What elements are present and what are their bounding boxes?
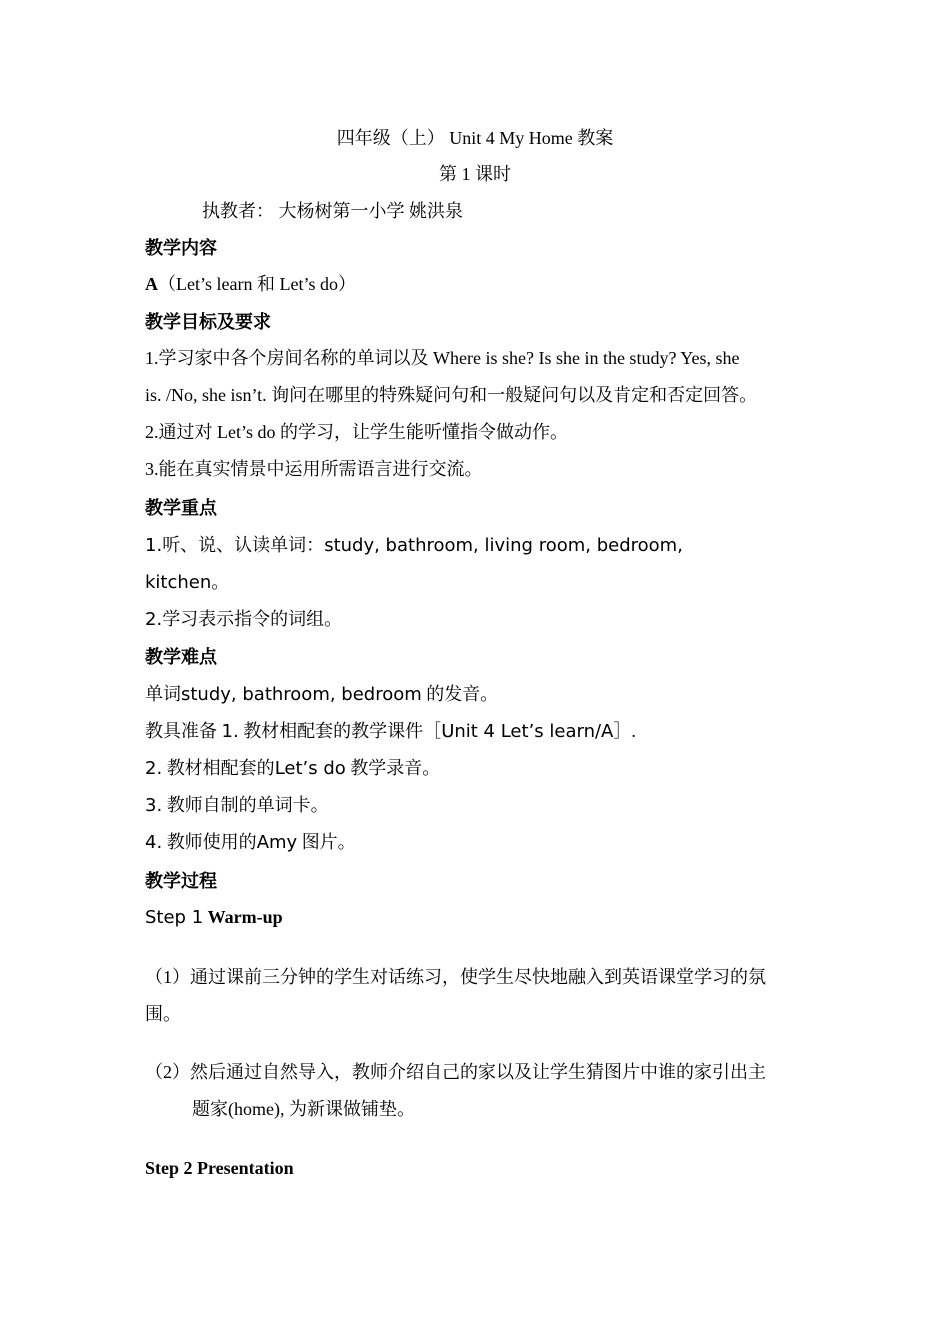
material-1-end: ］. bbox=[613, 721, 636, 741]
material-2-text-b: 教学录音。 bbox=[350, 758, 441, 778]
material-2-text-a: 教材相配套的 bbox=[166, 758, 275, 778]
step-1-paragraph-1-line-2: 围。 bbox=[145, 1004, 181, 1024]
step-1-paragraph-2-line-1: （2）然后通过自然导入，教师介绍自己的家以及让学生猜图片中谁的家引出主 bbox=[145, 1062, 766, 1082]
difficulty-line bbox=[145, 682, 498, 707]
material-label: 教具准备 bbox=[145, 721, 217, 741]
teacher-line: 执教者： 大杨树第一小学 姚洪泉 bbox=[202, 201, 463, 221]
material-1-unit: Unit 4 Let’s learn/A bbox=[441, 721, 614, 742]
keypoint-1-text: 听、说、认读单词： bbox=[162, 535, 325, 555]
section-objectives-heading: 教学目标及要求 bbox=[145, 312, 271, 332]
step-1-paragraph-2-line-2: 题家(home), 为新课做铺垫。 bbox=[192, 1099, 415, 1119]
keypoint-1-number: 1. bbox=[145, 535, 163, 556]
keypoint-2 bbox=[145, 607, 342, 632]
material-1-text: 教材相配套的教学课件［ bbox=[243, 721, 442, 741]
step-1-label: Step 1 bbox=[145, 907, 204, 928]
section-content-heading: 教学内容 bbox=[145, 238, 217, 258]
keypoint-1-end: 。 bbox=[211, 572, 230, 592]
difficulty-pre: 单词 bbox=[145, 684, 181, 704]
section-difficulties-heading: 教学难点 bbox=[145, 647, 217, 667]
objective-2: 2.通过对 Let’s do 的学习，让学生能听懂指令做动作。 bbox=[145, 422, 568, 442]
keypoint-1-words: study, bathroom, living room, bedroom, bbox=[324, 535, 683, 556]
material-4 bbox=[145, 830, 356, 855]
material-1-number: 1. bbox=[221, 721, 239, 742]
step-2-heading: Step 2 Presentation bbox=[145, 1158, 294, 1178]
objective-1-line-2: is. /No, she isn’t. 询问在哪里的特殊疑问句和一般疑问句以及肯定和否定回答。 bbox=[145, 385, 758, 405]
content-a-label: A bbox=[145, 274, 158, 294]
step-1-paragraph-1-line-1: （1）通过课前三分钟的学生对话练习，使学生尽快地融入到英语课堂学习的氛 bbox=[145, 967, 766, 987]
content-a-text: （Let’s learn 和 Let’s do） bbox=[158, 274, 356, 294]
objective-3: 3.能在真实情景中运用所需语言进行交流。 bbox=[145, 459, 483, 479]
step-1-heading bbox=[145, 905, 283, 930]
difficulty-post: 的发音。 bbox=[426, 684, 499, 704]
section-keypoints-heading: 教学重点 bbox=[145, 498, 217, 518]
keypoint-1-line-2 bbox=[145, 570, 229, 595]
material-3-number: 3. bbox=[145, 795, 163, 816]
lesson-number: 第 1 课时 bbox=[439, 164, 511, 184]
material-1 bbox=[145, 719, 636, 744]
material-3-text: 教师自制的单词卡。 bbox=[166, 795, 329, 815]
content-line bbox=[145, 272, 356, 296]
material-2-lets-do: Let’s do bbox=[274, 758, 346, 779]
section-process-heading: 教学过程 bbox=[145, 871, 217, 891]
material-4-amy: Amy bbox=[256, 832, 298, 853]
keypoint-2-number: 2. bbox=[145, 609, 163, 630]
difficulty-words: study, bathroom, bedroom bbox=[181, 684, 422, 705]
material-2-number: 2. bbox=[145, 758, 163, 779]
keypoint-2-text: 学习表示指令的词组。 bbox=[162, 609, 343, 629]
step-1-title: Warm-up bbox=[207, 907, 283, 927]
keypoint-1-line-1 bbox=[145, 533, 683, 558]
material-3 bbox=[145, 793, 329, 818]
objective-1-line-1: 1.学习家中各个房间名称的单词以及 Where is she? Is she in the study? Yes, she bbox=[145, 348, 740, 368]
material-4-text-b: 图片。 bbox=[301, 832, 356, 852]
doc-title: 四年级（上） Unit 4 My Home 教案 bbox=[336, 128, 614, 148]
material-4-text-a: 教师使用的 bbox=[166, 832, 257, 852]
keypoint-1-kitchen: kitchen bbox=[145, 572, 212, 593]
material-4-number: 4. bbox=[145, 832, 163, 853]
material-2 bbox=[145, 756, 440, 781]
